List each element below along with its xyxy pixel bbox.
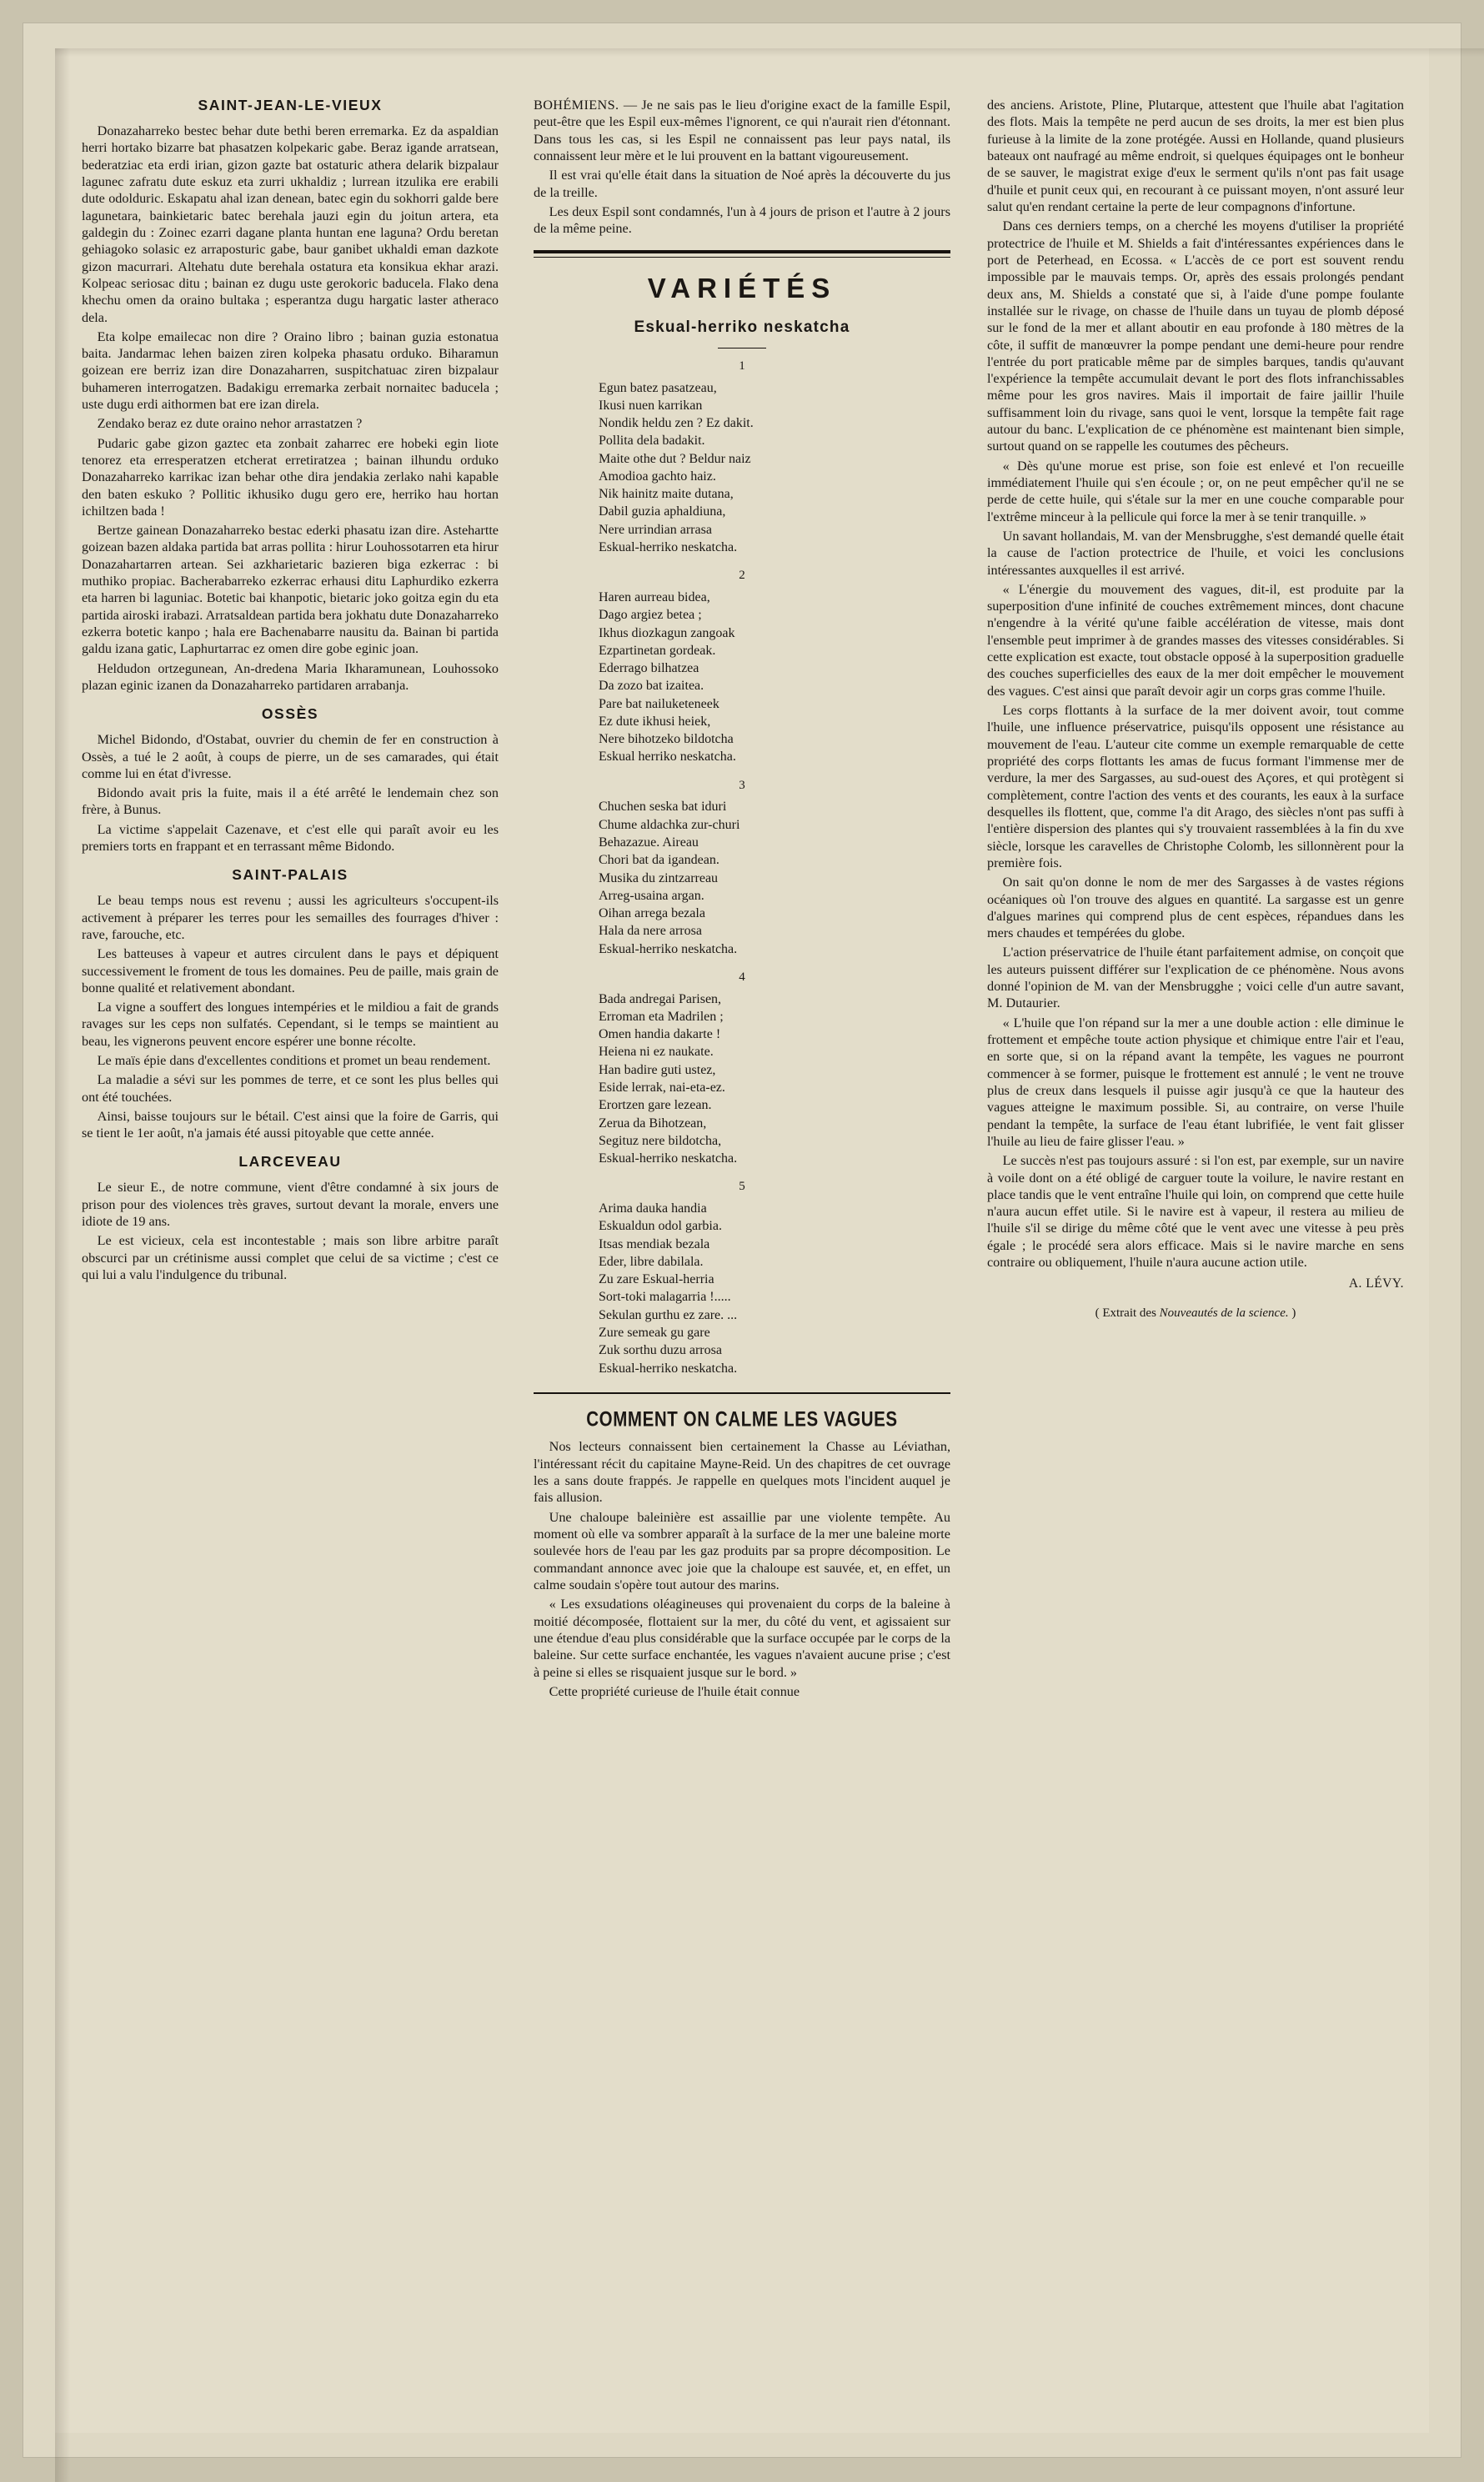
verse-line: Segituz nere bildotcha, bbox=[599, 1133, 722, 1148]
paragraph: Bertze gainean Donazaharreko bestac ederki phasatu izan dire. Astehartte goizean bazen aldaka partida bat arras pollita : hirur Louhossotarren eta hirur Donazahartarren artean. Sei azkharietaric bazieren biga ezkerrac : bi muthiko propiac. Bacherabarreko ezkerrac erhausi ditu Laphurdiko ezkerra eta harren bi laguniac. Botetic bai khanpotic, bietaric joko goitza egin du eta partida airoski irabazi. Arratsaldean partida bera jokhatu dute Donazaharreko ezkerra botetic kanpo ; hala ere Bachenabarre nausitu da. Bainan bi partida galdu izana gatic, Laphurtarrac ez omen dire gobe eginic joan. bbox=[82, 523, 499, 657]
paragraph: Les deux Espil sont condamnés, l'un à 4 jours de prison et l'autre à 2 jours de la même peine. bbox=[534, 203, 950, 237]
stanza-number: 1 bbox=[739, 359, 745, 373]
paragraph: Le est vicieux, cela est incontestable ; mais son libre arbitre paraît obscurci par un crétinisme aussi complet que celui de sa victime ; c'est ce qui lui a valu l'indulgence du tribunal. bbox=[82, 1233, 499, 1282]
verse-line: Heiena ni ez naukate. bbox=[599, 1045, 714, 1060]
stanza-number: 5 bbox=[739, 1180, 745, 1194]
page-sheet bbox=[23, 23, 1461, 2457]
verse-line: Eskual-herriko neskatcha. bbox=[599, 1151, 738, 1166]
bohemiens-lead: BOHÉMIENS. bbox=[534, 98, 619, 113]
verse-line: Musika du zintzarreau bbox=[599, 870, 719, 885]
source-note bbox=[987, 1306, 1404, 1321]
verse-line: Erroman eta Madrilen ; bbox=[599, 1009, 724, 1024]
verse-line: Ikhus diozkagun zangoak bbox=[599, 625, 735, 640]
verse-line: Zerua da Bihotzean, bbox=[599, 1116, 707, 1131]
column-1 bbox=[82, 97, 499, 2398]
paragraph: Les corps flottants à la surface de la mer doivent avoir, tout comme l'huile, une influence préservatrice, puisqu'ils opposent une résistance au mouvement de l'eau. L'auteur cite comme un exemple remarquable de cette propriété des corps flottants les amas de fucus formant l'immense mer de verdure, la mer des Sargasses, au sud-ouest des Açores, et qui protègent si complètement, contre l'action des vents et des courants, les eaux à la surface desquelles ils flottent, que, comme l'a dit Arago, des siècles n'ont pas suffi à l'entière dispersion des plantes qui s'y trouvaient rassemblées à la fin du xve siècle, lorsque les caravelles de Christophe Colomb, les sillonnèrent pour la première fois. bbox=[987, 703, 1404, 870]
verse-line: Nere urrindian arrasa bbox=[599, 522, 712, 537]
section-heading-osses: OSSÈS bbox=[261, 705, 319, 723]
verse-line: Dago argiez betea ; bbox=[599, 608, 702, 623]
paragraph: La maladie a sévi sur les pommes de terre, et ce sont les plus belles qui ont été touchées. bbox=[82, 1072, 499, 1105]
verse-line: Eskual-herriko neskatcha. bbox=[599, 1361, 738, 1376]
verse-line: Omen handia dakarte ! bbox=[599, 1027, 721, 1042]
column-3 bbox=[987, 97, 1404, 2398]
verse-line: Ezpartinetan gordeak. bbox=[599, 643, 716, 658]
stanza-4 bbox=[534, 990, 950, 1168]
bohemiens-item bbox=[534, 97, 950, 164]
verse-line: Zuk sorthu duzu arrosa bbox=[599, 1343, 722, 1358]
section-heading-saint-palais: SAINT-PALAIS bbox=[232, 866, 348, 884]
article-signature: A. LÉVY. bbox=[1348, 1276, 1404, 1291]
verse-line: Hala da nere arrosa bbox=[599, 924, 702, 939]
column-2 bbox=[534, 97, 950, 2398]
paragraph: Cette propriété curieuse de l'huile était connue bbox=[549, 1683, 800, 1699]
verse-line: Nere bihotzeko bildotcha bbox=[599, 732, 734, 747]
article-heading-comment-on-calme-les-vagues: COMMENT ON CALME LES VAGUES bbox=[586, 1407, 898, 1432]
verse-line: Eskual-herriko neskatcha. bbox=[599, 941, 738, 956]
verse-line: Oihan arrega bezala bbox=[599, 906, 705, 921]
verse-line: Sort-toki malagarria !..... bbox=[599, 1290, 731, 1305]
newspaper-page bbox=[55, 48, 1429, 2433]
verse-line: Eside lerrak, nai-eta-ez. bbox=[599, 1080, 725, 1095]
verse-line: Han badire guti ustez, bbox=[599, 1062, 716, 1077]
paragraph: Bidondo avait pris la fuite, mais il a été arrêté le lendemain chez son frère, à Bunus. bbox=[82, 785, 499, 818]
section-heading-larceveau: LARCEVEAU bbox=[238, 1153, 342, 1171]
verse-line: Arreg-usaina argan. bbox=[599, 888, 704, 903]
columns-container bbox=[77, 97, 1407, 2398]
verse-line: Haren aurreau bidea, bbox=[599, 589, 710, 604]
paragraph: Un savant hollandais, M. van der Mensbrugghe, s'est demandé quelle était la cause de l'action protectrice de l'huile, et voici les conclusions intéressantes auxquelles il est arrivé. bbox=[987, 528, 1404, 578]
verse-line: Eskual herriko neskatcha. bbox=[599, 750, 736, 765]
verse-line: Behazazue. Aireau bbox=[599, 835, 699, 850]
page-gutter-shadow bbox=[55, 48, 70, 2482]
source-note-prefix: ( Extrait des bbox=[1095, 1306, 1160, 1320]
paragraph: « Les exsudations oléagineuses qui provenaient du corps de la baleine à moitié décomposée, flottaient sur la mer, du côté du vent, et agissaient sur une étendue d'eau plus considérable que la surface occupée par le corps de la baleine. Sur cette surface enchantée, les vagues n'avaient aucune prise ; c'est à peine si elles se risquaient jusque sur le bord. » bbox=[534, 1597, 950, 1680]
paragraph: Il est vrai qu'elle était dans la situation de Noé après la découverte du jus de la treille. bbox=[534, 168, 950, 200]
paragraph: « Dès qu'une morue est prise, son foie est enlevé et l'on recueille immédiatement l'huile qui s'en écoule ; or, on ne peut empêcher qu'il ne se perde de cette huile, qui s'étale sur la mer en une couche comparable pour l'extrême minceur à la pellicule qui force la mer à se tenir tranquille. » bbox=[987, 458, 1404, 524]
verse-line: Maite othe dut ? Beldur naiz bbox=[599, 451, 751, 466]
stanza-5 bbox=[534, 1200, 950, 1377]
stanza-1 bbox=[534, 379, 950, 557]
verse-line: Nondik heldu zen ? Ez dakit. bbox=[599, 416, 754, 431]
paragraph: La victime s'appelait Cazenave, et c'est elle qui paraît avoir eu les premiers torts en frappant et en terrassant même Bidondo. bbox=[82, 821, 499, 855]
paragraph: Zendako beraz ez dute oraino nehor arrastatzen ? bbox=[97, 416, 363, 432]
paragraph: Dans ces derniers temps, on a cherché les moyens d'utiliser la propriété protectrice de l'huile et M. Shields a fait d'intéressantes expériences dans le port de Peterhead, en Ecossa. « L'accès de ce port est souvent rendu impossible par le mauvais temps. Or, après des essais prolongés pendant deux ans, M. Shields a constaté que si, à l'aide d'une pompe foulante installée sur le rivage, on chasse de l'huile dans un tuyau de plomb déposé sur le fond de la mer et allant aboutir en eau profonde à 180 mètres de la côte, il suffit de manœuvrer la pompe pendant une demi-heure pour rendre l'entrée du port praticable même par de simples barques, tandis qu'auvant l'expérience la tempête accumulait devant le port des flots infranchissables même pour les gros navires. Mais il importait de faire jaillir l'huile suffisamment loin du rivage, sans quoi le vent, lorsque la tempête fait rage autour du banc. L'explication de ce phénomène est maintenant bien simple, surtout quand on se rappelle les coutumes des pêcheurs. bbox=[987, 218, 1404, 454]
verse-line: Eder, libre dabilala. bbox=[599, 1254, 704, 1269]
poem-title: Eskual-herriko neskatcha bbox=[634, 318, 850, 336]
verse-line: Chori bat da igandean. bbox=[599, 853, 719, 868]
paragraph: Le maïs épie dans d'excellentes conditions et promet un beau rendement. bbox=[97, 1053, 491, 1068]
stanza-3 bbox=[534, 798, 950, 957]
stanza-number: 3 bbox=[739, 778, 745, 792]
divider-above-article bbox=[534, 1392, 950, 1394]
paragraph: Heldudon ortzegunean, An-dredena Maria Ikharamunean, Louhossoko plazan eginic izanen da Donazaharreko partidaren arrabanja. bbox=[82, 660, 499, 693]
paragraph: Pudaric gabe gizon gaztec eta zonbait zaharrec ere hobeki egin liote tenorez eta erresperatzen etcherat erretiratzea ; bainan ilhundu orduko Donazaharreko karrikac izan behar othe dira jendakia zerlako nahi kapable den baten eskuko ? Pollitic ikhusiko dugu gero ere, herriko hau hortan ichiltzen bada ! bbox=[82, 435, 499, 519]
verse-line: Nik hainitz maite dutana, bbox=[599, 487, 734, 502]
paragraph: Les batteuses à vapeur et autres circulent dans le pays et dépiquent successivement le froment de tous les domaines. Peu de paille, mais grain de bonne qualité et relativement abondant. bbox=[82, 946, 499, 995]
paragraph: Le sieur E., de notre commune, vient d'être condamné à six jours de prison pour des violences très graves, surtout devant la morale, envers une idiote de 19 ans. bbox=[82, 1180, 499, 1230]
paragraph: Le succès n'est pas toujours assuré : si l'on est, par exemple, sur un navire à voile dont on a été obligé de carguer toute la voilure, le navire restant en place tandis que le vent entraîne l'huile qui loin, on comprend que cette huile n'aura aucun effet utile. Si le navire est à vapeur, il restera au milieu de l'huile s'il se dirige du même côté que le vent avec une vitesse à peu près égale ; le procédé sera alors efficace. Mais si le navire marche en sens contraire ou obliquement, l'huile n'aura aucune action utile. bbox=[987, 1153, 1404, 1271]
verse-line: Sekulan gurthu ez zare. ... bbox=[599, 1307, 738, 1322]
verse-line: Amodioa gachto haiz. bbox=[599, 469, 716, 484]
paragraph: Eta kolpe emailecac non dire ? Oraino libro ; bainan guzia estonatua baita. Jandarmac lehen baizen ziren kolpeka phasatu orduko. Biharamun goizean ere berriz izan dire Donazaharren, suspitchatuac ziren bizpalaur buhameren interrogatzen. Badakigu erremarka zerbait nornaitec baducela ; uste dugu erdi aithormen bat ere izan direla. bbox=[82, 328, 499, 413]
verse-line: Eskualdun odol garbia. bbox=[599, 1219, 722, 1234]
paragraph: Donazaharreko bestec behar dute bethi beren erremarka. Ez da aspaldian herri hortako bizarre bat phasatzen kolpekaric gabe. Beraz igande arratsean, bederatziac eta erdi irian, gizon gazte bat ostaturic athera delarik bizpalaur lagunec zafratu dute eskuz eta zurri ukhaldiz ; lurrean itzulika ere erabili dute odolduric. Eskapatu ahal izan denean, batec egin du sokhorri galde bere lagunetara, bainkietaric batec berehala jauzi egin du joitun artera, eta galdegin du : Zoinec ezarri dagane planta huntan ene laguna? Ordu beretan gehiagoko solasic ez arraposturic gabe, baur ganibet ukhaldi eman dazkote gizon macurrari. Altehatu dute berehala ostatura eta konsikua ekhar arazi. Kolpeac seriosac ditu ; bainan ez dugu uste gerokoric baducela. Flako dena khechu omen da oraino bultaka ; esperantza dugu hargatic laster atheraco dela. bbox=[82, 123, 499, 325]
verse-line: Itsas mendiak bezala bbox=[599, 1236, 710, 1251]
paragraph: L'action préservatrice de l'huile étant parfaitement admise, on conçoit que les auteurs puissent différer sur l'explication de ce phénomène. Nous avons donné l'opinion de M. van der Mensbrugghe ; voici celle d'un autre savant, M. Dutaurier. bbox=[987, 945, 1404, 1011]
verse-line: Bada andregai Parisen, bbox=[599, 991, 722, 1006]
verse-line: Ikusi nuen karrikan bbox=[599, 398, 703, 413]
verse-line: Ederrago bilhatzea bbox=[599, 661, 699, 676]
section-heading-saint-jean-le-vieux: SAINT-JEAN-LE-VIEUX bbox=[198, 97, 383, 113]
verse-line: Pollita dela badakit. bbox=[599, 434, 705, 449]
paragraph: On sait qu'on donne le nom de mer des Sargasses à de vastes régions océaniques où l'on trouve des algues en quantité. La sargasse est un genre d'algues marines qui comprend plus de cent espèces, répandues dans les mers chaudes et tempérées du globe. bbox=[987, 875, 1404, 941]
paragraph: Nos lecteurs connaissent bien certainement la Chasse au Léviathan, l'intéressant récit du capitaine Mayne-Reid. Un des chapitres de cet ouvrage les a sans doute frappés. Je rappelle en quelques mots l'incident auquel je fais allusion. bbox=[534, 1439, 950, 1506]
verse-line: Zure semeak gu gare bbox=[599, 1325, 710, 1340]
paragraph: des anciens. Aristote, Pline, Plutarque, attestent que l'huile abat l'agitation des flots. Mais la tempête ne perd aucun de ses droits, la mer est bien plus furieuse à la limite de la zone protégée. Aussi en Hollande, quand plusieurs bateaux ont naufragé au même endroit, si quelques équipages ont le bonheur de se sauver, le magistrat exige d'eux le serment qu'ils n'ont pas fait usage d'huile et punit ceux qui, en recourant à ce puissant moyen, n'ont assuré leur salut qu'en rendant certaine la perte de leur compagnons d'infortune. bbox=[987, 98, 1404, 214]
divider-thin bbox=[534, 257, 950, 258]
bohemiens-text: — Je ne sais pas le lieu d'origine exact de la famille Espil, peut-être que les Espil eux-mêmes l'ignorent, ce qui n'aurait rien d'étonnant. Dans tous les cas, si les Espil ne connaissent pas leur pays natal, ils connaissent leur mère et le lui prouvent en la battant vigoureusement. bbox=[534, 98, 950, 163]
verse-line: Dabil guzia aphaldiuna, bbox=[599, 504, 726, 519]
verse-line: Da zozo bat izaitea. bbox=[599, 679, 704, 694]
stanza-number: 2 bbox=[739, 569, 745, 583]
paragraph: « L'huile que l'on répand sur la mer a une double action : elle diminue le frottement et empêche toute action physique et chimique entre l'air et l'eau, en sorte que, si on la répand avant la tempête, les vagues ne pourront commencer à se former, puisque le frottement est annulé ; le vent ne trouve plus de creux dans lesquels il puisse agir jusqu'à ce que la hauteur des vagues atteigne le maximum possible. Si, au contraire, on verse l'huile pendant la tempête, la surface de l'eau étant lubrifiée, le vent fait glisser l'huile au lieu de faire glisser l'eau. » bbox=[987, 1015, 1404, 1149]
verse-line: Eskual-herriko neskatcha. bbox=[599, 539, 738, 554]
paragraph: « L'énergie du mouvement des vagues, dit-il, est produite par la superposition d'une infinité de couches extrêmement minces, dont chacune n'engendre à la vérité qu'une faible accélération de vitesse, mais dont l'ensemble peut imprimer à de grandes masses des vitesses considérables. Si cette explication est exacte, tout obstacle opposé à la superposition graduelle des couches superficielles des eaux de la mer doit empêcher le mouvement des vagues. C'est ainsi que paraît devoir agir un corps gras comme l'huile. bbox=[987, 581, 1404, 699]
verse-line: Egun batez pasatzeau, bbox=[599, 380, 717, 395]
paragraph: Ainsi, baisse toujours sur le bétail. C'est ainsi que la foire de Garris, qui se tient le 1er août, n'a jamais été aussi pitoyable que cette année. bbox=[82, 1108, 499, 1141]
source-note-title: Nouveautés de la science. bbox=[1159, 1306, 1289, 1320]
verse-line: Erortzen gare lezean. bbox=[599, 1098, 712, 1113]
verse-line: Chuchen seska bat iduri bbox=[599, 800, 727, 815]
divider-thick bbox=[534, 250, 950, 253]
verse-line: Ez dute ikhusi heiek, bbox=[599, 714, 711, 729]
verse-line: Zu zare Eskual-herria bbox=[599, 1272, 714, 1287]
verse-line: Chume aldachka zur-churi bbox=[599, 817, 740, 832]
source-note-suffix: ) bbox=[1288, 1306, 1296, 1320]
stanza-2 bbox=[534, 589, 950, 766]
stanza-number: 4 bbox=[739, 970, 745, 984]
paragraph: La vigne a souffert des longues intempéries et le mildiou a fait de grands ravages sur les ceps non sulfatés. Cependant, si le temps se maintient au beau, les vignerons peuvent encore espérer une bonne récolte. bbox=[82, 1000, 499, 1049]
verse-line: Arima dauka handia bbox=[599, 1201, 707, 1216]
paragraph: Michel Bidondo, d'Ostabat, ouvrier du chemin de fer en construction à Ossès, a tué le 2 août, à coups de pierre, un de ses camarades, qui était comme lui en état d'ivresse. bbox=[82, 732, 499, 781]
verse-line: Pare bat nailuketeneek bbox=[599, 696, 719, 711]
page-top-shadow bbox=[55, 48, 1484, 57]
varietes-heading: VARIÉTÉS bbox=[647, 273, 837, 304]
paragraph: Le beau temps nous est revenu ; aussi les agriculteurs s'occupent-ils activement à préparer les terres pour les semailles des fourrages d'hiver : rave, farouche, etc. bbox=[82, 893, 499, 942]
paragraph: Une chaloupe baleinière est assaillie par une violente tempête. Au moment où elle va sombrer apparaît à la surface de la mer une baleine morte soulevée hors de l'eau par les gaz produits par sa propre décomposition. Le commandant annonce avec joie que la chaloupe est sauvée, et, en effet, un calme soudain s'opère tout autour des marins. bbox=[534, 1509, 950, 1593]
